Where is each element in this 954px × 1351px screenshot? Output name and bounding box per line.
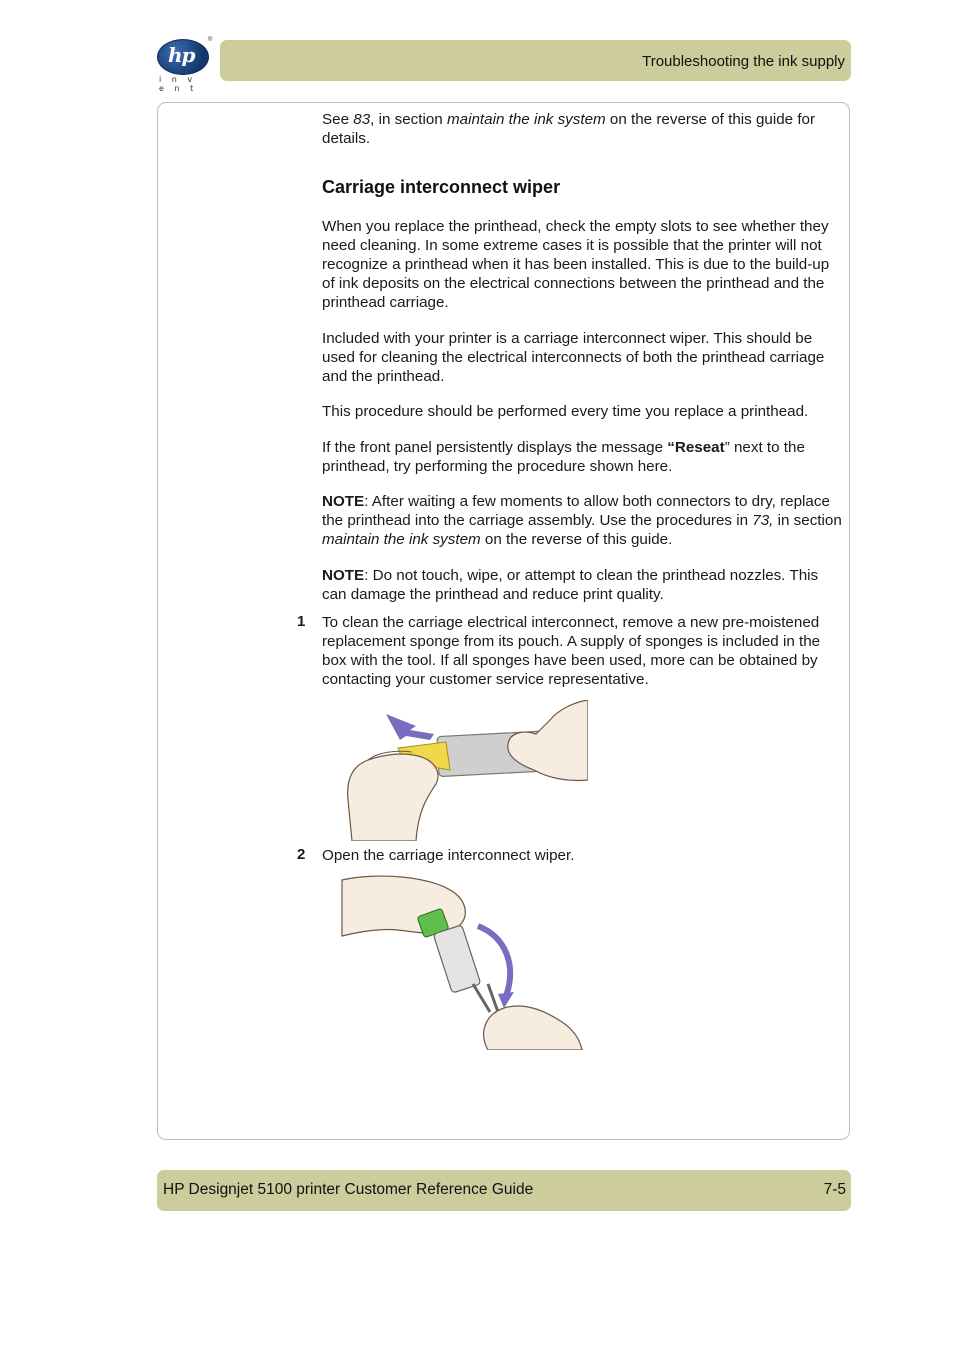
footer-page-number: 7-5 [823,1181,846,1198]
lower-hand [484,1006,582,1050]
note-2-label: NOTE [322,567,365,584]
p4-text-a: If the front panel persistently displays the message [322,439,668,456]
step-1-number: 1 [297,613,306,630]
hp-logo-text: hp [168,43,195,67]
step-2-text: Open the carriage interconnect wiper. [322,847,575,864]
paragraph-3: This procedure should be performed every time you replace a printhead. [322,403,809,420]
note-1-label: NOTE [322,493,365,510]
note-1 [322,492,842,549]
wiper-handle-2 [488,984,498,1012]
invent-tagline: i n v e n t [159,75,198,93]
step-2-number: 2 [297,846,306,863]
registered-mark: ® [208,37,213,43]
paragraph-4 [322,438,842,476]
rotate-arrowhead [498,992,514,1008]
sponge-pouch-illustration [338,700,588,841]
note-2-text: : Do not touch, wipe, or attempt to clean the printhead nozzles. This can damage the printhead and reduce print quality. [322,567,819,603]
intro-in-section: , in section [370,111,447,128]
pull-arrow-icon [386,714,434,740]
wiper-body [433,925,481,993]
note-1-section-name: maintain the ink system [322,531,481,548]
note-1-page-ref-link[interactable]: 73, [752,512,774,529]
page-ref-link[interactable]: 83 [353,111,371,128]
step-1-text: To clean the carriage electrical interconnect, remove a new pre-moistened replacement sponge from its pouch. A supply of sponges is included in the box with the tool. If all sponges have been used, more can be obtained by contacting your customer service representative. [322,614,821,688]
reseat-message: “Reseat [667,439,725,456]
intro-paragraph [322,110,842,148]
header-bar [220,40,851,81]
intro-see: See [322,111,354,128]
section-heading: Carriage interconnect wiper [322,177,561,197]
footer-bar [157,1170,851,1211]
wiper-handle [473,984,490,1012]
footer-guide-title: HP Designjet 5100 printer Customer Reference Guide [163,1181,534,1198]
note-1-text-a: : After waiting a few moments to allow both connectors to dry, replace the printhead into the carriage assembly. Use the procedures in [322,493,830,529]
section-name: maintain the ink system [446,111,606,128]
p4-text-b: ” next to the printhead, try performing the procedure shown here. [322,439,805,475]
hp-logo-mark [157,39,209,75]
hp-invent-logo [157,37,213,93]
intro-rest: on the reverse of this guide for details. [322,111,816,147]
note-1-text-c: on the reverse of this guide. [480,531,673,548]
open-wiper-illustration [338,872,588,1050]
page-header-title: Troubleshooting the ink supply [642,53,845,70]
rotate-arrow-icon [478,926,510,996]
note-1-text-b: in section [773,512,842,529]
paragraph-1: When you replace the printhead, check the empty slots to see whether they need cleaning. In some extreme cases it is possible that the printer will not recognize a printhead when it has been installed. This is due to the build-up of ink deposits on the electrical connections between the printhead and the printhead carriage. [322,218,830,311]
paragraph-2: Included with your printer is a carriage interconnect wiper. This should be used for cleaning the electrical interconnects of both the printhead carriage and the printhead. [322,330,825,385]
note-2 [322,566,842,604]
left-hand [348,754,438,841]
